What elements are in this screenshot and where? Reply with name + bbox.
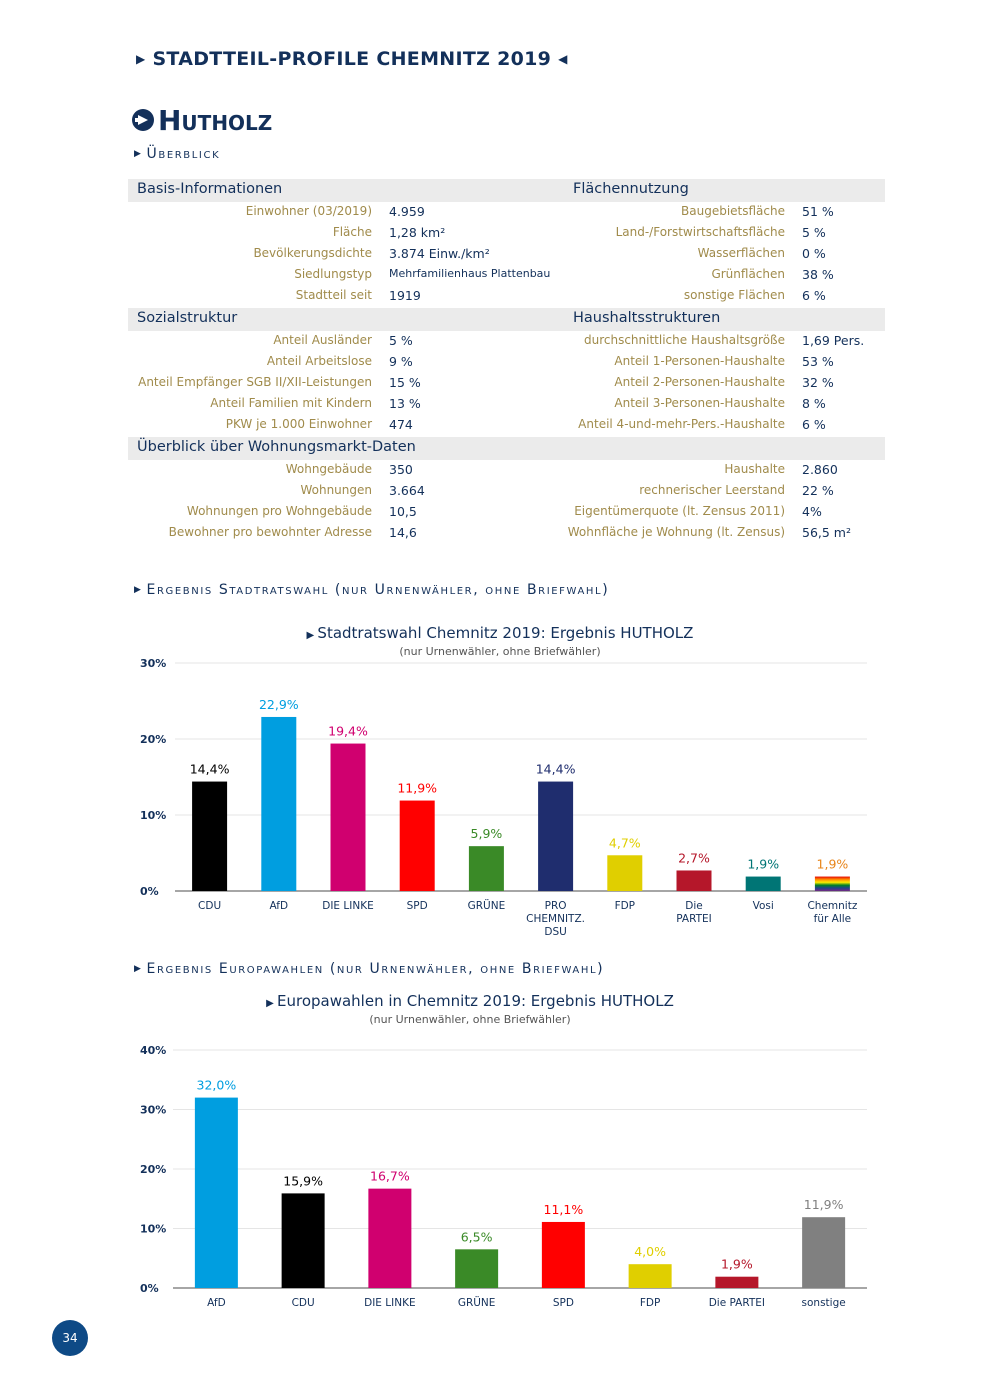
- data-label: 2,7%: [678, 850, 710, 866]
- row-value: 14,6: [389, 525, 417, 540]
- row-value: 5 %: [389, 333, 413, 348]
- row-value: 32 %: [802, 375, 834, 390]
- row-label: Anteil Familien mit Kindern: [210, 396, 372, 410]
- row-value: 4.959: [389, 204, 425, 219]
- data-label: 1,9%: [747, 856, 780, 872]
- row-value: 474: [389, 417, 413, 432]
- table-title-basis: Basis-Informationen: [137, 181, 283, 197]
- data-label: 11,9%: [397, 780, 438, 796]
- row-value: 0 %: [802, 246, 826, 261]
- y-tick-label: 10%: [140, 1222, 167, 1236]
- chart2-title: [130, 992, 810, 1010]
- bar: [542, 1222, 585, 1288]
- category-label: SPD: [406, 900, 428, 912]
- row-label: Land-/Forstwirtschaftsfläche: [615, 225, 785, 239]
- category-label: Vosi: [752, 900, 774, 912]
- row-label: Wohnfläche je Wohnung (lt. Zensus): [567, 525, 785, 539]
- triangle-right-icon: ▶: [306, 630, 318, 641]
- row-label: rechnerischer Leerstand: [639, 483, 785, 497]
- bar: [469, 846, 504, 891]
- row-value: 15 %: [389, 375, 421, 390]
- row-label: Einwohner (03/2019): [245, 204, 372, 218]
- y-tick-label: 40%: [140, 1044, 167, 1057]
- category-label: AfD: [207, 1297, 226, 1309]
- row-label: Grünflächen: [711, 267, 785, 281]
- row-label: Anteil Arbeitslose: [266, 354, 372, 368]
- category-label: Chemnitz: [807, 900, 858, 912]
- chart1-title-text: Stadtratswahl Chemnitz 2019: Ergebnis HUTHOLZ: [317, 624, 694, 642]
- row-value: 10,5: [389, 504, 417, 519]
- data-label: 16,7%: [370, 1168, 410, 1184]
- category-label: DIE LINKE: [364, 1297, 416, 1309]
- section-european-heading: [134, 961, 604, 977]
- row-label: Wohnungen: [300, 483, 372, 497]
- row-value: 6 %: [802, 417, 826, 432]
- chart2-title-text: Europawahlen in Chemnitz 2019: Ergebnis HUTHOLZ: [277, 992, 674, 1010]
- section-council-heading: [134, 582, 609, 598]
- triangle-right-icon: ▶: [134, 149, 143, 159]
- row-value: 38 %: [802, 267, 834, 282]
- band-sozial: [128, 308, 885, 331]
- page-number: 34: [52, 1320, 88, 1356]
- bar: [368, 1189, 411, 1288]
- bar: [629, 1264, 672, 1288]
- row-value: 1,69 Pers.: [802, 333, 865, 348]
- y-tick-label: 0%: [140, 885, 159, 898]
- category-label: GRÜNE: [457, 1297, 496, 1309]
- row-value: 350: [389, 462, 413, 477]
- row-label: Anteil 2-Personen-Haushalte: [614, 375, 785, 389]
- data-label: 32,0%: [196, 1077, 237, 1093]
- category-label: PARTEI: [676, 913, 712, 925]
- triangle-right-icon: ▶: [134, 964, 143, 974]
- row-label: Stadtteil seit: [295, 288, 372, 302]
- row-label: sonstige Flächen: [683, 288, 785, 302]
- bar: [400, 801, 435, 891]
- row-value: Mehrfamilienhaus Plattenbau: [389, 267, 551, 280]
- y-tick-label: 30%: [140, 1103, 167, 1117]
- section-overview-heading: [134, 146, 220, 162]
- section-council-text: Ergebnis Stadtratswahl (nur Urnenwähler, ohne Briefwahl): [146, 582, 610, 598]
- row-value: 6 %: [802, 288, 826, 303]
- table-title-sozial: Sozialstruktur: [137, 310, 238, 326]
- category-label: SPD: [552, 1297, 574, 1309]
- triangle-right-icon: ▶: [136, 52, 146, 66]
- row-label: Bevölkerungsdichte: [253, 246, 372, 260]
- running-title: [136, 48, 568, 70]
- row-value: 22 %: [802, 483, 834, 498]
- row-label: Anteil Ausländer: [273, 333, 372, 347]
- data-label: 11,9%: [803, 1197, 844, 1213]
- data-label: 19,4%: [328, 723, 368, 739]
- data-label: 1,9%: [720, 1256, 753, 1272]
- category-label: Die: [685, 900, 703, 912]
- running-title-text: STADTTEIL-PROFILE CHEMNITZ 2019: [152, 48, 552, 70]
- arrow-circle-icon: [132, 109, 154, 131]
- section-overview-text: Überblick: [146, 146, 221, 162]
- data-label: 4,0%: [634, 1244, 667, 1260]
- bar: [607, 855, 642, 891]
- row-label: Baugebietsfläche: [681, 204, 785, 218]
- row-value: 4%: [802, 504, 822, 519]
- chart-stadtratswahl: [130, 655, 880, 950]
- data-label: 22,9%: [258, 696, 299, 712]
- chart2-subtitle: (nur Urnenwähler, ohne Briefwähler): [369, 1013, 571, 1026]
- bar: [538, 782, 573, 891]
- data-label: 11,1%: [543, 1201, 584, 1217]
- bar: [282, 1193, 325, 1288]
- bar: [815, 877, 850, 891]
- bar: [195, 1098, 238, 1288]
- row-value: 13 %: [389, 396, 421, 411]
- data-label: 15,9%: [283, 1173, 323, 1189]
- category-label: GRÜNE: [467, 900, 506, 912]
- category-label: DSU: [544, 926, 567, 938]
- table-title-flaeche: Flächennutzung: [573, 181, 689, 197]
- row-label: Bewohner pro bewohnter Adresse: [168, 525, 372, 539]
- bar: [715, 1277, 758, 1288]
- y-tick-label: 30%: [140, 657, 167, 670]
- bar: [746, 877, 781, 891]
- bar: [677, 870, 712, 891]
- table-title-wohnung: Überblick über Wohnungsmarkt-Daten: [137, 439, 416, 455]
- bar: [331, 744, 366, 891]
- triangle-right-icon: ▶: [266, 998, 277, 1009]
- category-label: FDP: [639, 1297, 661, 1309]
- row-label: Wasserflächen: [697, 246, 785, 260]
- category-label: CHEMNITZ.: [526, 913, 586, 925]
- row-value: 51 %: [802, 204, 834, 219]
- triangle-right-icon: ▶: [134, 585, 143, 595]
- category-label: CDU: [198, 900, 222, 912]
- category-label: PRO: [544, 900, 567, 912]
- category-label: AfD: [269, 900, 289, 912]
- bar: [455, 1249, 498, 1288]
- row-value: 8 %: [802, 396, 826, 411]
- bar: [261, 717, 296, 891]
- row-label: Wohngebäude: [285, 462, 372, 476]
- section-european-text: Ergebnis Europawahlen (nur Urnenwähler, ohne Briefwahl): [146, 961, 605, 977]
- row-value: 1,28 km²: [389, 225, 446, 240]
- data-label: 6,5%: [460, 1229, 493, 1245]
- row-label: Fläche: [332, 225, 372, 239]
- row-value: 3.874 Einw./km²: [389, 246, 490, 261]
- bar: [192, 782, 227, 891]
- row-value: 53 %: [802, 354, 834, 369]
- chart1-subtitle: (nur Urnenwähler, ohne Briefwähler): [399, 645, 601, 658]
- district-title: [132, 104, 272, 137]
- chart-europawahl: [130, 1035, 880, 1320]
- category-label: DIE LINKE: [322, 900, 374, 912]
- row-label: Wohnungen pro Wohngebäude: [186, 504, 372, 518]
- category-label: CDU: [291, 1297, 315, 1309]
- row-value: 5 %: [802, 225, 826, 240]
- category-label: sonstige: [801, 1297, 846, 1309]
- district-name: Hutholz: [158, 104, 273, 137]
- chart1-title: [160, 624, 840, 642]
- row-value: 9 %: [389, 354, 413, 369]
- row-label: Siedlungstyp: [294, 267, 372, 281]
- triangle-left-icon: ◀: [558, 52, 568, 66]
- row-label: Anteil 3-Personen-Haushalte: [614, 396, 785, 410]
- row-value: 3.664: [389, 483, 425, 498]
- data-label: 14,4%: [535, 761, 576, 777]
- data-label: 1,9%: [816, 856, 849, 872]
- data-label: 4,7%: [608, 835, 641, 851]
- category-label: FDP: [614, 900, 636, 912]
- row-value: 1919: [389, 288, 421, 303]
- row-value: 2.860: [802, 462, 838, 477]
- row-label: Anteil 1-Personen-Haushalte: [614, 354, 785, 368]
- row-label: Eigentümerquote (lt. Zensus 2011): [574, 504, 785, 518]
- y-tick-label: 20%: [140, 1163, 167, 1176]
- bar: [802, 1217, 845, 1288]
- row-value: 56,5 m²: [802, 525, 851, 540]
- y-tick-label: 10%: [140, 809, 167, 822]
- y-tick-label: 20%: [140, 733, 167, 746]
- table-title-haushalt: Haushaltsstrukturen: [573, 310, 721, 326]
- data-label: 5,9%: [470, 826, 503, 842]
- row-label: Haushalte: [724, 462, 785, 476]
- category-label: für Alle: [813, 913, 852, 925]
- row-label: Anteil Empfänger SGB II/XII-Leistungen: [138, 375, 372, 389]
- row-label: Anteil 4-und-mehr-Pers.-Haushalte: [578, 417, 785, 431]
- row-label: PKW je 1.000 Einwohner: [225, 417, 372, 431]
- category-label: Die PARTEI: [708, 1297, 766, 1309]
- data-label: 14,4%: [189, 761, 230, 777]
- y-tick-label: 0%: [140, 1282, 159, 1295]
- row-label: durchschnittliche Haushaltsgröße: [583, 333, 785, 347]
